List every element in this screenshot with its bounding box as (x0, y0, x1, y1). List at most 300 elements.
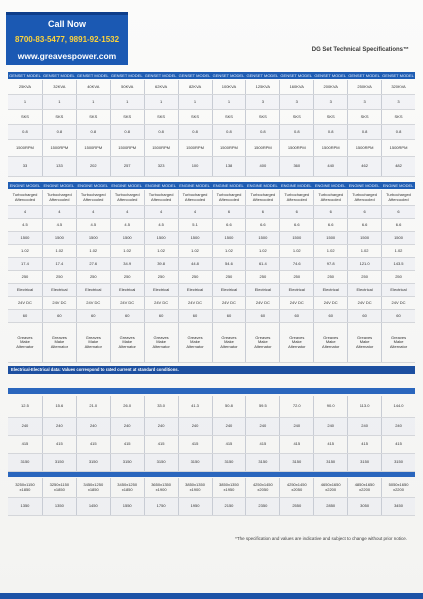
table-cell: 3450x1250 x1850 (110, 478, 144, 497)
table-cell: 1.02 (381, 245, 415, 257)
table-cell: 60 (381, 310, 415, 322)
table-cell: Turbocharged Aftercooled (212, 190, 246, 205)
table-cell: Electrical (313, 284, 347, 296)
column-header: ENGINE MODEL (179, 183, 210, 188)
table-cell: Greaves Make Alternator (212, 323, 246, 362)
column-header: GENSET MODEL (178, 73, 211, 78)
table-cell: 74.6 (279, 258, 313, 270)
table-cell: 3250x1150 x1850 (15, 481, 35, 492)
table-cell: 3150 (245, 454, 279, 471)
table-cell: 143.5 (381, 258, 415, 270)
table-cell: 0.8 (212, 125, 246, 139)
table-cell: Electrical (212, 284, 246, 296)
table-cell: 415 (279, 436, 313, 453)
table-cell: 1.02 (347, 245, 381, 257)
table-cell: Greaves Make Alternator (42, 323, 76, 362)
table-cell: 4 (23, 208, 27, 214)
table-cell: 240 (76, 418, 110, 435)
table-cell: 62KVA (144, 80, 178, 94)
table-cell: 4 (42, 206, 76, 218)
table-cell: 0.8 (178, 125, 212, 139)
table-cell: 415 (110, 436, 144, 453)
table-cell: 1 (23, 98, 27, 104)
table-row (8, 95, 415, 110)
table-cell: 1.02 (212, 245, 246, 257)
table-cell: 50KVA (110, 80, 144, 94)
table-cell: 60 (347, 310, 381, 322)
table-cell: 27.6 (76, 258, 110, 270)
table-cell: 250 (144, 271, 178, 283)
table-cell: Electrical (279, 284, 313, 296)
table-cell: 3450x1250 x1850 (76, 478, 110, 497)
table-cell: 415 (42, 436, 76, 453)
table-cell: 24V DC (178, 297, 212, 309)
table-cell: 1500 (42, 232, 76, 244)
table-cell: 1.02 (76, 245, 110, 257)
table-cell: 0.8 (76, 125, 110, 139)
table-cell: 4.5 (144, 219, 178, 231)
table-cell: SKS (279, 110, 313, 124)
table-cell: 1500RPM (245, 140, 279, 156)
table-cell: 24V DC (144, 297, 178, 309)
table-cell: Greaves Make Alternator (144, 323, 178, 362)
table-cell: 15.6 (42, 396, 76, 417)
table-row (8, 110, 415, 125)
table-row (8, 454, 415, 472)
table-cell: 250 (313, 271, 347, 283)
table-cell: 1500 (245, 232, 279, 244)
table-cell: 3150 (178, 454, 212, 471)
table-cell: 250KVA (347, 80, 381, 94)
table-header-electrical (8, 388, 415, 394)
table-row (8, 478, 415, 498)
table-cell: SKS (42, 110, 76, 124)
table-cell: 240 (347, 418, 381, 435)
table-cell: 54.6 (212, 258, 246, 270)
table-cell: 6.6 (347, 219, 381, 231)
table-cell: 4.5 (110, 219, 144, 231)
table-cell: 0.8 (22, 128, 28, 134)
table-cell: 3 (381, 95, 415, 109)
table-cell: 4 (178, 206, 212, 218)
table-cell: 1500RPM (42, 140, 76, 156)
table-cell: 50.8 (212, 396, 246, 417)
table-row (8, 190, 415, 206)
table-cell: Electrical (76, 284, 110, 296)
table-cell: 5050x1650 x2200 (381, 478, 415, 497)
table-cell: 60 (144, 310, 178, 322)
table-cell: 3150 (76, 454, 110, 471)
table-row (8, 258, 415, 271)
table-cell: 415 (178, 436, 212, 453)
column-header: ENGINE MODEL (382, 183, 414, 188)
table-cell: 2350 (245, 498, 279, 515)
footer-bar (0, 593, 423, 599)
table-cell: 400 (245, 157, 279, 176)
table-cell: 33 (22, 163, 28, 169)
table-cell: Greaves Make Alternator (245, 323, 279, 362)
table-row (8, 323, 415, 363)
table-cell: 1500RPM (313, 140, 347, 156)
table-cell: 3150 (144, 454, 178, 471)
table-cell: 415 (21, 441, 29, 447)
table-cell: 1.02 (313, 245, 347, 257)
table-note-bar (8, 366, 415, 374)
table-cell: 3250x1150 x1850 (42, 478, 76, 497)
table-cell: 60 (178, 310, 212, 322)
table-cell: 24V DC (347, 297, 381, 309)
table-row (8, 206, 415, 219)
table-cell: 1500 (279, 232, 313, 244)
table-cell: 4650x1650 x2200 (313, 478, 347, 497)
table-cell: 3150 (279, 454, 313, 471)
table-cell: 24V DC (313, 297, 347, 309)
table-cell: Greaves Make Alternator (313, 323, 347, 362)
table-cell: 5.1 (178, 219, 212, 231)
table-cell: 3150 (42, 454, 76, 471)
table-cell: 1.02 (42, 245, 76, 257)
table-cell: Turbocharged Aftercooled (245, 190, 279, 205)
table-cell: 3150 (347, 454, 381, 471)
table-cell: Electrical (245, 284, 279, 296)
table-cell: 60 (42, 310, 76, 322)
column-header: GENSET MODEL (382, 73, 414, 78)
table-cell: 415 (144, 436, 178, 453)
table-cell: 6 (279, 206, 313, 218)
table-cell: 240 (245, 418, 279, 435)
table-cell: 415 (245, 436, 279, 453)
table-cell: Turbocharged Aftercooled (381, 190, 415, 205)
table-cell: 60 (110, 310, 144, 322)
table-cell: 1500RPM (212, 140, 246, 156)
table-cell: 113.0 (347, 396, 381, 417)
table-cell: 1 (178, 95, 212, 109)
table-cell: 257 (110, 157, 144, 176)
table-cell: 144.0 (381, 396, 415, 417)
table-cell: SKS (245, 110, 279, 124)
table-cell: 6 (347, 206, 381, 218)
contact-banner (6, 12, 128, 65)
table-cell: 320KVA (381, 80, 415, 94)
table-cell: 240 (144, 418, 178, 435)
table-cell: 202 (76, 157, 110, 176)
table-note-text: Electrical-Electrical data: Values correspond to rated current at standard conditions. (11, 367, 179, 372)
table-row (8, 498, 415, 516)
table-cell: SKS (110, 110, 144, 124)
table-cell: 25KVA (18, 83, 32, 89)
table-header-dimensions (8, 472, 415, 477)
table-cell: 250 (279, 271, 313, 283)
table-cell: 3450 (381, 498, 415, 515)
table-cell: 3150 (381, 454, 415, 471)
table-cell: Turbocharged Aftercooled (313, 190, 347, 205)
table-cell: 1550 (110, 498, 144, 515)
table-cell: 3 (245, 95, 279, 109)
table-cell: 4 (76, 206, 110, 218)
table-cell: 72.0 (279, 396, 313, 417)
table-cell: SKS (20, 113, 29, 119)
column-header: ENGINE MODEL (9, 183, 41, 188)
table-row (8, 245, 415, 258)
table-cell: 1500RPM (144, 140, 178, 156)
table-cell: 41.3 (178, 396, 212, 417)
website-link[interactable]: www.greavespower.com (17, 51, 117, 61)
table-cell: 1500RPM (76, 140, 110, 156)
table-cell: 1.02 (144, 245, 178, 257)
table-cell: 60 (313, 310, 347, 322)
table-cell: 1750 (144, 498, 178, 515)
table-cell: 1500 (76, 232, 110, 244)
table-cell: 1500 (144, 232, 178, 244)
table-cell: 4 (110, 206, 144, 218)
column-header: ENGINE MODEL (314, 183, 346, 188)
table-cell: 39.8 (144, 258, 178, 270)
table-cell: 415 (313, 436, 347, 453)
page-title: DG Set Technical Specifications™ (311, 47, 409, 53)
column-header: ENGINE MODEL (280, 183, 312, 188)
table-cell: 200KVA (313, 80, 347, 94)
table-cell: Electrical (347, 284, 381, 296)
table-cell: 3 (313, 95, 347, 109)
table-cell: SKS (76, 110, 110, 124)
table-cell: 121.0 (347, 258, 381, 270)
phone-numbers[interactable]: 8700-83-5477, 9891-92-1532 (14, 35, 120, 44)
column-header: GENSET MODEL (43, 73, 75, 78)
table-row (8, 418, 415, 436)
table-cell: Electrical (144, 284, 178, 296)
table-cell: 44.8 (178, 258, 212, 270)
table-cell: 250 (42, 271, 76, 283)
table-cell: 0.8 (347, 125, 381, 139)
table-cell: 240 (21, 423, 29, 429)
table-cell: 4.5 (22, 221, 28, 227)
table-cell: 2850 (313, 498, 347, 515)
table-cell: 1500 (20, 234, 30, 240)
table-cell: 250 (178, 271, 212, 283)
table-cell: 100 (178, 157, 212, 176)
table-cell: 3050 (347, 498, 381, 515)
table-cell: 2150 (212, 498, 246, 515)
table-cell: 0.8 (42, 125, 76, 139)
table-cell: 24V DC (245, 297, 279, 309)
column-header: GENSET MODEL (144, 73, 177, 78)
table-cell: 3 (347, 95, 381, 109)
column-header: ENGINE MODEL (213, 183, 244, 188)
table-cell: 4.5 (76, 219, 110, 231)
table-cell: 240 (178, 418, 212, 435)
table-cell: 133 (42, 157, 76, 176)
table-cell: 40KVA (76, 80, 110, 94)
table-cell: SKS (347, 110, 381, 124)
column-header: GENSET MODEL (348, 73, 380, 78)
table-cell: 21.0 (76, 396, 110, 417)
table-cell: 1.02 (21, 247, 29, 253)
table-cell: 3850x1350 x1950 (212, 478, 246, 497)
table-cell: Turbocharged Aftercooled (110, 190, 144, 205)
table-cell: 0.8 (245, 125, 279, 139)
table-cell: 4 (144, 206, 178, 218)
table-cell: 34.9 (110, 258, 144, 270)
table-cell: 26.0 (110, 396, 144, 417)
table-cell: 250 (347, 271, 381, 283)
column-header: ENGINE MODEL (348, 183, 380, 188)
table-cell: 24V DC (17, 299, 32, 305)
table-cell: 250 (21, 273, 29, 279)
table-row (8, 125, 415, 140)
table-cell: SKS (212, 110, 246, 124)
table-row (8, 271, 415, 284)
table-cell: 17.4 (21, 260, 29, 266)
table-row (8, 436, 415, 454)
table-cell: 1500RPM (347, 140, 381, 156)
table-cell: Greaves Make Alternator (76, 323, 110, 362)
footnote: *The specification and values are indicative and subject to change without prior notice. (235, 536, 407, 541)
table-cell: 60 (212, 310, 246, 322)
table-cell: 1 (76, 95, 110, 109)
column-header: GENSET MODEL (212, 73, 245, 78)
table-cell: 1500 (347, 232, 381, 244)
table-cell: 60 (22, 312, 28, 318)
table-cell: Greaves Make Alternator (381, 323, 415, 362)
table-cell: 3 (279, 95, 313, 109)
table-cell: 12.5 (21, 403, 29, 409)
table-cell: 250 (245, 271, 279, 283)
table-cell: 6 (313, 206, 347, 218)
table-cell: 24V DC (110, 297, 144, 309)
table-cell: 462 (347, 157, 381, 176)
table-cell: 33.0 (144, 396, 178, 417)
table-cell: 24V DC (279, 297, 313, 309)
table-row (8, 310, 415, 323)
table-cell: 160KVA (279, 80, 313, 94)
table-cell: Electrical (381, 284, 415, 296)
column-header: GENSET MODEL (110, 73, 143, 78)
table-cell: 415 (212, 436, 246, 453)
table-cell: 17.4 (42, 258, 76, 270)
table-cell: Electrical (110, 284, 144, 296)
table-cell: Electrical (16, 286, 34, 292)
table-cell: Greaves Make Alternator (279, 323, 313, 362)
table-cell: 360 (279, 157, 313, 176)
table-cell: 250 (76, 271, 110, 283)
table-cell: 3150 (110, 454, 144, 471)
table-cell: 90.0 (313, 396, 347, 417)
table-row (8, 219, 415, 232)
table-cell: 61.4 (245, 258, 279, 270)
table-cell: 4.5 (42, 219, 76, 231)
table-cell: 6 (245, 206, 279, 218)
table-cell: 59.5 (245, 396, 279, 417)
table-header-engine (8, 182, 415, 189)
table-cell: 32KVA (42, 80, 76, 94)
column-header: GENSET MODEL (246, 73, 279, 78)
table-cell: Turbocharged Aftercooled (12, 191, 38, 202)
table-cell: 1500 (212, 232, 246, 244)
table-cell: Turbocharged Aftercooled (76, 190, 110, 205)
table-row (8, 140, 415, 157)
column-header: GENSET MODEL (76, 73, 109, 78)
table-cell: Turbocharged Aftercooled (144, 190, 178, 205)
table-cell: 1500RPM (110, 140, 144, 156)
table-cell: 415 (76, 436, 110, 453)
table-cell: 250 (110, 271, 144, 283)
table-cell: 240 (212, 418, 246, 435)
table-cell: 24V DC (42, 297, 76, 309)
table-header-genset (8, 72, 415, 79)
table-cell: SKS (381, 110, 415, 124)
column-header: ENGINE MODEL (43, 183, 75, 188)
table-row (8, 157, 415, 177)
table-cell: 24V DC (381, 297, 415, 309)
table-cell: 6 (381, 206, 415, 218)
table-cell: 1500RPM (178, 140, 212, 156)
table-cell: 1 (144, 95, 178, 109)
table-cell: 4850x1650 x2200 (347, 478, 381, 497)
table-row (8, 396, 415, 418)
table-cell: 240 (42, 418, 76, 435)
table-cell: Electrical (178, 284, 212, 296)
column-header: GENSET MODEL (280, 73, 313, 78)
table-cell: 0.8 (279, 125, 313, 139)
table-row (8, 297, 415, 310)
table-cell: 4250x1450 x2050 (279, 478, 313, 497)
table-cell: 3150 (212, 454, 246, 471)
table-cell: 1 (42, 95, 76, 109)
table-cell: Turbocharged Aftercooled (42, 190, 76, 205)
table-cell: 97.8 (313, 258, 347, 270)
table-cell: 24V DC (76, 297, 110, 309)
table-cell: 1500RPM (16, 144, 34, 150)
table-cell: 60 (279, 310, 313, 322)
table-cell: 482 (381, 157, 415, 176)
table-cell: 1950 (178, 498, 212, 515)
table-cell: 440 (313, 157, 347, 176)
table-row (8, 232, 415, 245)
table-cell: Electrical (42, 284, 76, 296)
table-cell: 1350 (42, 498, 76, 515)
table-cell: 415 (347, 436, 381, 453)
table-cell: 415 (381, 436, 415, 453)
column-header: GENSET MODEL (314, 73, 347, 78)
table-cell: Greaves Make Alternator (347, 323, 381, 362)
table-cell: 1500 (178, 232, 212, 244)
table-cell: 1450 (76, 498, 110, 515)
table-cell: 1500 (313, 232, 347, 244)
table-cell: SKS (313, 110, 347, 124)
table-cell: 250 (212, 271, 246, 283)
table-cell: 240 (279, 418, 313, 435)
column-header: ENGINE MODEL (77, 183, 109, 188)
table-cell: 4250x1450 x2050 (245, 478, 279, 497)
table-cell: 3150 (20, 459, 30, 465)
table-cell: 1500 (381, 232, 415, 244)
table-cell: SKS (144, 110, 178, 124)
column-header: ENGINE MODEL (247, 183, 278, 188)
table-cell: 1.02 (279, 245, 313, 257)
table-cell: Greaves Make Alternator (16, 334, 34, 349)
table-cell: 1.02 (178, 245, 212, 257)
table-cell: 2550 (279, 498, 313, 515)
table-cell: 6.6 (279, 219, 313, 231)
table-cell: 100KVA (212, 80, 246, 94)
column-header: GENSET MODEL (9, 73, 41, 78)
table-cell: 0.8 (110, 125, 144, 139)
table-cell: 1.02 (245, 245, 279, 257)
table-cell: 6.6 (313, 219, 347, 231)
table-cell: 1 (212, 95, 246, 109)
call-now-label: Call Now (47, 19, 86, 29)
table-cell: 24V DC (212, 297, 246, 309)
